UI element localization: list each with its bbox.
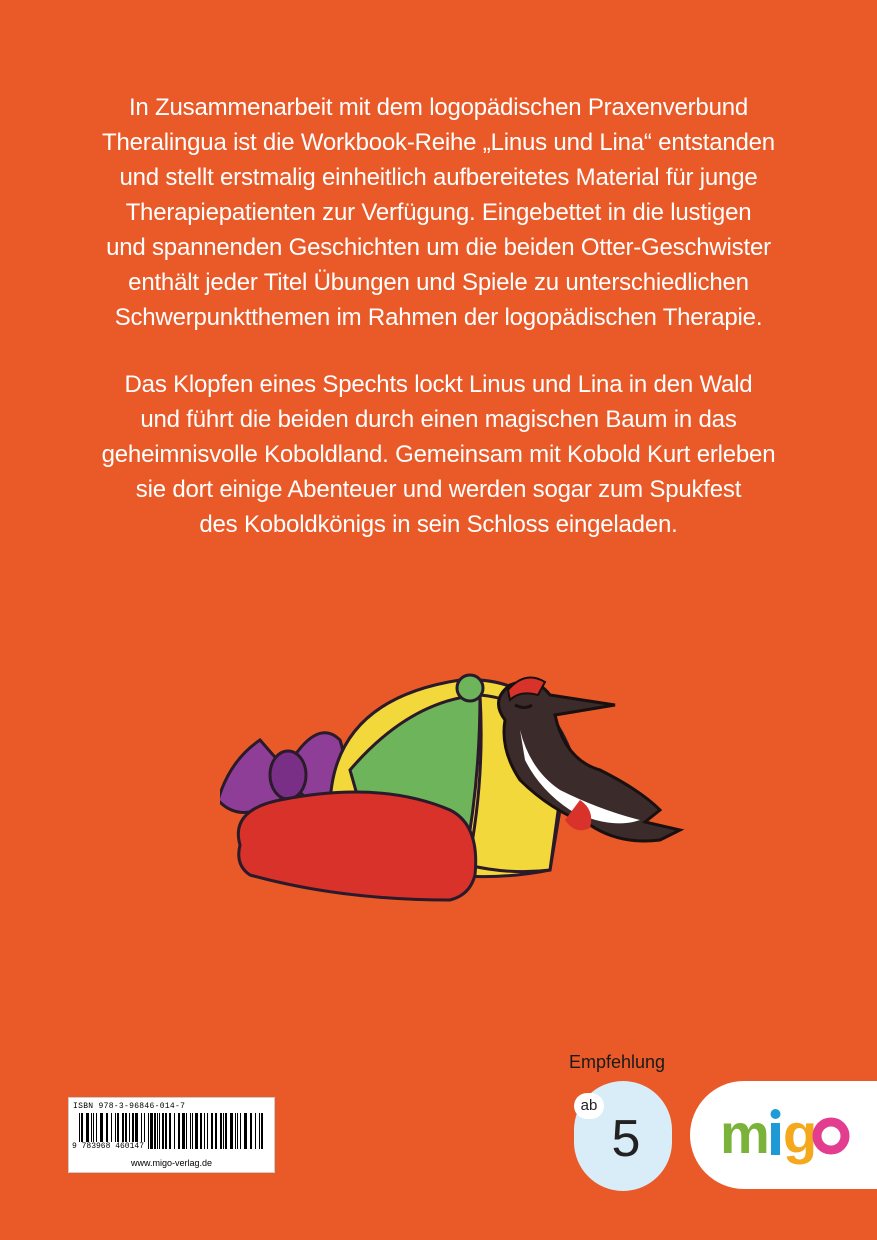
blurb-paragraph-2 — [60, 367, 817, 542]
barcode-bar — [230, 1113, 233, 1149]
barcode-bar — [148, 1113, 149, 1149]
migo-logo — [690, 1081, 877, 1189]
barcode-bar — [211, 1113, 213, 1149]
age-recommendation-badge — [574, 1081, 672, 1191]
barcode-bar — [261, 1113, 263, 1149]
barcode-digits: 9 783968 460147 — [72, 1142, 145, 1151]
woodpecker-on-cap-illustration — [220, 660, 690, 910]
barcode-bar — [204, 1113, 205, 1149]
barcode-bar — [150, 1113, 153, 1149]
blurb-line: sie dort einige Abenteuer und werden sogar zum Spukfest — [135, 476, 742, 503]
barcode-bar — [157, 1113, 158, 1149]
barcode-bar — [215, 1113, 217, 1149]
age-recommendation-label: Empfehlung — [569, 1052, 666, 1072]
blurb-line: Theralingua ist die Workbook-Reihe „Linus und Lina“ entstanden — [102, 129, 775, 156]
blurb-line: und führt die beiden durch einen magischen Baum in das — [140, 406, 737, 433]
logo-o — [817, 1122, 845, 1150]
blurb-line: geheimnisvolle Koboldland. Gemeinsam mit Kobold Kurt erleben — [101, 441, 776, 468]
barcode-bar — [200, 1113, 202, 1149]
age-value: 5 — [611, 1110, 641, 1168]
barcode-bar — [225, 1113, 227, 1149]
barcode-bar — [237, 1113, 238, 1149]
blurb-paragraph-1 — [60, 90, 817, 335]
blurb-line: In Zusammenarbeit mit dem logopädischen Praxenverbund — [128, 94, 749, 121]
blurb-line: Therapiepatienten zur Verfügung. Eingebettet in die lustigen — [125, 199, 752, 226]
barcode-bar — [178, 1113, 180, 1149]
blurb-line: und stellt erstmalig einheitlich aufbereitetes Material für junge — [119, 164, 758, 191]
barcode-bar — [159, 1113, 160, 1149]
cap-brim — [238, 792, 475, 900]
barcode-bar — [169, 1113, 171, 1149]
barcode-bar — [259, 1113, 260, 1149]
barcode-bar — [154, 1113, 156, 1149]
publisher-url: www.migo-verlag.de — [130, 1158, 213, 1168]
barcode-bar — [190, 1113, 191, 1149]
barcode-bar — [255, 1113, 256, 1149]
barcode-bar — [162, 1113, 164, 1149]
barcode-bar — [165, 1113, 167, 1149]
blurb-line: Schwerpunktthemen im Rahmen der logopädischen Therapie. — [114, 304, 763, 331]
barcode-bar — [220, 1113, 222, 1149]
isbn-barcode — [68, 1097, 275, 1173]
barcode-bar — [192, 1113, 193, 1149]
barcode-bar — [223, 1113, 224, 1149]
barcode-bar — [250, 1113, 252, 1149]
blurb-line: und spannenden Geschichten um die beiden Otter-Geschwister — [106, 234, 771, 261]
blurb-line: des Koboldkönigs in sein Schloss eingeladen. — [199, 511, 678, 538]
logo-text-g: g — [783, 1102, 818, 1165]
barcode-bar — [235, 1113, 236, 1149]
barcode-bar — [244, 1113, 247, 1149]
barcode-bar — [174, 1113, 175, 1149]
publisher-logo — [690, 1081, 877, 1189]
barcode-bar — [186, 1113, 187, 1149]
logo-text-m: m — [720, 1102, 770, 1165]
age-prefix: ab — [574, 1093, 604, 1119]
barcode-bar — [195, 1113, 198, 1149]
blurb-line: enthält jeder Titel Übungen und Spiele zu unterschiedlichen — [128, 269, 749, 296]
blurb-line: Das Klopfen eines Spechts lockt Linus und Lina in den Wald — [124, 371, 753, 398]
barcode-bar — [240, 1113, 241, 1149]
barcode-bar — [182, 1113, 185, 1149]
barcode-bar — [207, 1113, 208, 1149]
isbn-label: ISBN 978-3-96846-014-7 — [73, 1102, 186, 1111]
